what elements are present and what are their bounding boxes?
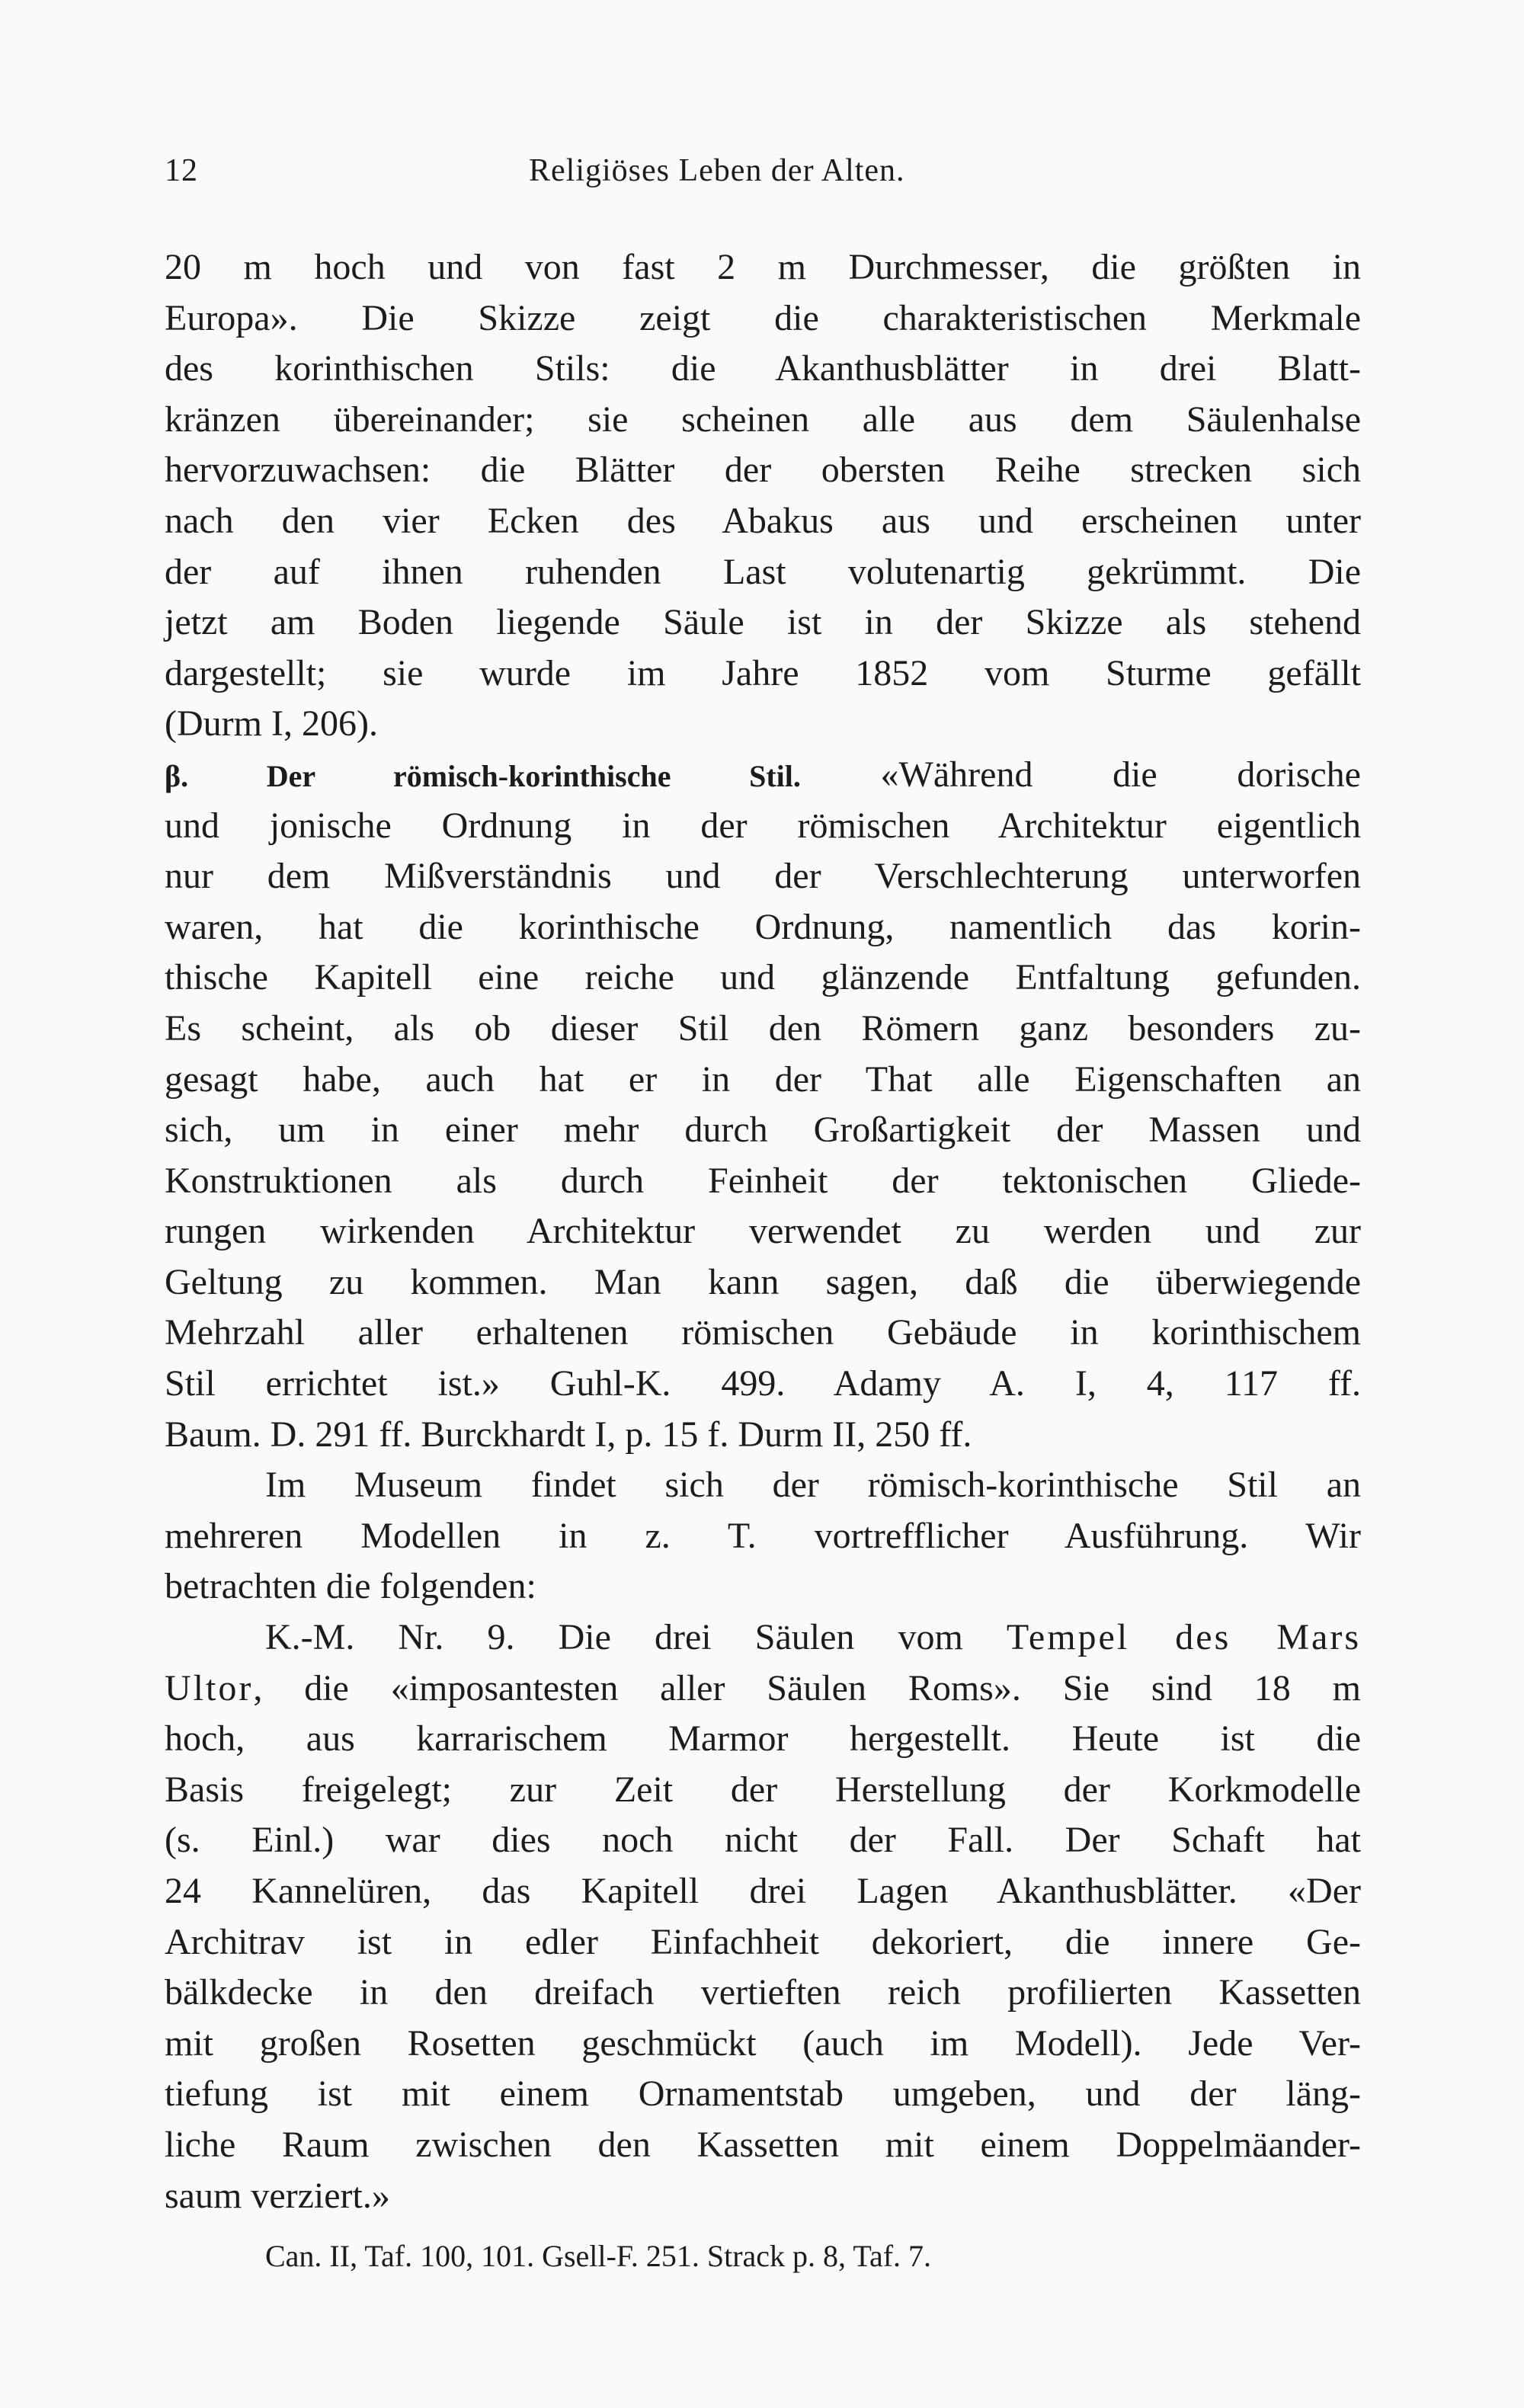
text-line: Mehrzahl aller erhaltenen römischen Gebäude in korinthischem (165, 1312, 1361, 1353)
text-line: nach den vier Ecken des Abakus aus und erscheinen unter (165, 500, 1361, 541)
page-header (165, 152, 1361, 198)
section-heading: β. Der römisch-korinthische Stil. (165, 758, 801, 793)
text-line (165, 1612, 1361, 1664)
text-line: des korinthischen Stils: die Akanthusblätter in drei Blatt- (165, 348, 1361, 389)
text-line: hervorzuwachsen: die Blätter der obersten Reihe strecken sich (165, 450, 1361, 491)
text-run: «Während die dorische (800, 754, 1361, 795)
text-line: 20 m hoch und von fast 2 m Durchmesser, die größten in (165, 247, 1361, 287)
running-title: Religiöses Leben der Alten. (529, 153, 905, 188)
text-line: (s. Einl.) war dies noch nicht der Fall. Der Schaft hat (165, 1820, 1361, 1861)
text-line: Stil errichtet ist.» Guhl-K. 499. Adamy A. I, 4, 117 ff. (165, 1363, 1361, 1404)
text-line: Basis freigelegt; zur Zeit der Herstellung der Korkmodelle (165, 1769, 1361, 1810)
text-line: kränzen übereinander; sie scheinen alle aus dem Säulenhalse (165, 399, 1361, 440)
text-line: gesagt habe, auch hat er in der That alle Eigenschaften an (165, 1058, 1361, 1100)
text-line: dargestellt; sie wurde im Jahre 1852 vom Sturme gefällt (165, 652, 1361, 693)
spaced-name: Ultor (165, 1667, 254, 1708)
text-line: Europa». Die Skizze zeigt die charakteristischen Merkmale (165, 297, 1361, 338)
text-line: waren, hat die korinthische Ordnung, namentlich das korin- (165, 906, 1361, 947)
text-line: Geltung zu kommen. Man kann sagen, daß die überwiegende (165, 1261, 1361, 1302)
text-line: Konstruktionen als durch Feinheit der tektonischen Gliede- (165, 1160, 1361, 1201)
reference-footnote: Can. II, Taf. 100, 101. Gsell-F. 251. Strack p. 8, Taf. 7. (265, 2239, 932, 2273)
text-line: mit großen Rosetten geschmückt (auch im Modell). Jede Ver- (165, 2022, 1361, 2064)
text-line (165, 1664, 1361, 1715)
text-line: hoch, aus karrarischem Marmor hergestellt. Heute ist die (165, 1718, 1361, 1760)
text-line: liche Raum zwischen den Kassetten mit einem Doppelmäander- (165, 2124, 1361, 2165)
text-line: mehreren Modellen in z. T. vortrefflicher Ausführung. Wir (165, 1515, 1361, 1556)
text-line: sich, um in einer mehr durch Großartigkeit der Massen und (165, 1110, 1361, 1151)
text-run: K.-M. Nr. 9. Die drei Säulen vom (265, 1617, 1007, 1658)
text-line: Im Museum findet sich der römisch-korinthische Stil an (265, 1465, 1361, 1506)
text-line: Baum. D. 291 ff. Burckhardt I, p. 15 f. Durm II, 250 ff. (165, 1414, 972, 1455)
page-number: 12 (165, 153, 198, 188)
text-line: betrachten die folgenden: (165, 1566, 536, 1607)
text-line: Architrav ist in edler Einfachheit dekoriert, die innere Ge- (165, 1921, 1361, 1962)
text-line: rungen wirkenden Architektur verwendet zu werden und zur (165, 1211, 1361, 1252)
text-line: (Durm I, 206). (165, 703, 378, 744)
text-run: , die «imposantesten aller Säulen Roms». Sie sind 18 m (253, 1667, 1361, 1708)
body-text (165, 242, 1361, 2221)
text-line: und jonische Ordnung in der römischen Architektur eigentlich (165, 805, 1361, 846)
text-line: tiefung ist mit einem Ornamentstab umgeben, und der läng- (165, 2073, 1361, 2115)
text-line: bälkdecke in den dreifach vertieften reich profilierten Kassetten (165, 1972, 1361, 2013)
text-line: 24 Kannelüren, das Kapitell drei Lagen Akanthusblätter. «Der (165, 1871, 1361, 1911)
text-line: thische Kapitell eine reiche und glänzende Entfaltung gefunden. (165, 957, 1361, 998)
text-line (165, 750, 1361, 801)
text-line: jetzt am Boden liegende Säule ist in der Skizze als stehend (165, 602, 1361, 643)
spaced-name: Tempel des Mars (1006, 1617, 1361, 1658)
text-line: Es scheint, als ob dieser Stil den Römern ganz besonders zu- (165, 1007, 1361, 1049)
text-line: der auf ihnen ruhenden Last volutenartig gekrümmt. Die (165, 551, 1361, 592)
text-line: saum verziert.» (165, 2175, 390, 2216)
text-line: nur dem Mißverständnis und der Verschlechterung unterworfen (165, 856, 1361, 897)
